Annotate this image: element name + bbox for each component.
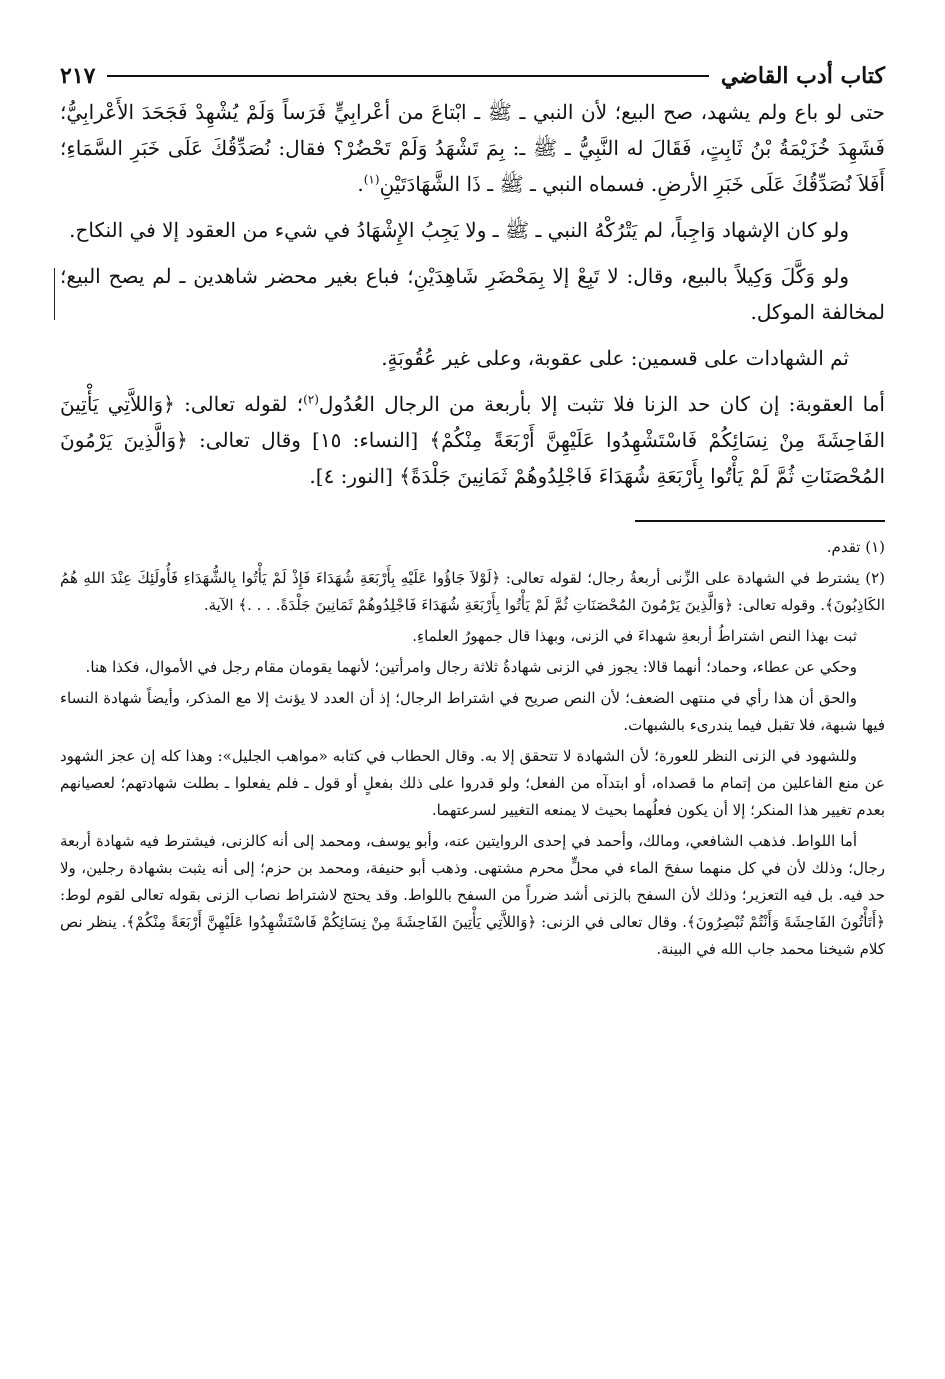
paragraph: أما العقوبة: إن كان حد الزنا فلا تثبت إلا بأربعة من الرجال العُدُول$^{(٢)}$؛ لقوله تعالى: ﴿وَاللاَّتِي يَأْتِينَ الفَاحِشَةَ مِنْ نِسَائِكُمْ فَاسْتَشْهِدُوا عَلَيْهِنَّ أَرْبَعَةً مِنْكُمْ﴾ [النساء: ١٥] وقال تعالى: ﴿وَالَّذِينَ يَرْمُونَ المُحْصَنَاتِ ثُمَّ لَمْ يَأْتُوا بِأَرْبَعَةِ شُهَدَاءَ فَاجْلِدُوهُمْ ثَمَانِينَ جَلْدَةً﴾ [النور: ٤].: [60, 392, 885, 488]
page-number: ٢١٧: [60, 63, 96, 89]
book-title: كتاب أدب القاضي: [720, 63, 885, 89]
paragraph: ولو كان الإشهاد وَاجِباً، لم يَتْرُكْهُ النبي ـ ﷺ ـ ولا يَجِبُ الإِشْهَادُ في شيء من العقود إلا في النكاح.: [69, 218, 849, 242]
paragraph: حتى لو باع ولم يشهد، صح البيع؛ لأن النبي ـ ﷺ ـ ابْتاعَ من أعْرابِيٍّ فَرَساً وَلَمْ يُشْهِدْ فَجَحَدَ الأَعْرابِيُّ؛ فَشَهِدَ خُزَيْمَةُ بْنُ ثَابِتٍ، فَقَالَ له النَّبِيُّ ـ ﷺ ـ: بِمَ تَشْهَدُ وَلَمْ تَحْضُرْ؟ فقال: نُصَدِّقُكَ عَلَى خَبَرِ السَّمَاءِ؛ أَفَلاَ نُصَدِّقُكَ عَلَى خَبَرِ الأرضِ. فسماه النبي ـ ﷺ ـ ذَا الشَّهَادَتَيْنِ$^{(١)}$.: [60, 100, 885, 196]
footnote: (٢) يشترط في الشهادة على الزِّنى أربعةُ رجال؛ لقوله تعالى: ﴿لَوْلاَ جَاؤُوا عَلَيْهِ بِأَرْبَعَةِ شُهَدَاءَ فَإِذْ لَمْ يَأْتُوا بِالشُّهَدَاءِ فَأُولَئِكَ عِنْدَ اللهِ هُمُ الكَاذِبُونَ﴾. وقوله تعالى: ﴿وَالَّذِينَ يَرْمُونَ المُحْصَنَاتِ ثُمَّ لَمْ يَأْتُوا بِأَرْبَعَةِ شُهَدَاءَ فَاجْلِدُوهُمْ ثَمَانِينَ جَلْدَةً. . . .﴾ الآية.: [60, 569, 885, 614]
footnote-separator: [635, 520, 885, 522]
footnote: (١) تقدم.: [826, 538, 885, 556]
footnote: وحكي عن عطاء، وحماد؛ أنهما قالا: يجوز في الزنى شهادةُ ثلاثة رجال وامرأتين؛ لأنهما يقومان مقام رجل في الأموال، فكذا هنا.: [85, 658, 857, 676]
running-header: [60, 58, 885, 94]
footnote-ref: (٢): [303, 392, 319, 407]
main-text: [60, 94, 885, 494]
paragraph: ولو وَكَّلَ وَكِيلاً بالبيع، وقال: لا تَبِعْ إلا بِمَحْضَرِ شَاهِدَيْنِ؛ فباع بغير محضر شاهدين ـ لم يصح البيع؛ لمخالفة الموكل.: [60, 264, 885, 324]
footnote: وللشهود في الزنى النظر للعورة؛ لأن الشهادة لا تتحقق إلا به. وقال الحطاب في كتابه «مواهب الجليل»: وهذا كله إن عجز الشهود عن منع الفاعلين من إتمام ما قصداه، أو ابتدآه من الفعل؛ ولو قدروا على ذلك بفعلٍ أو قول ـ فلم يفعلوا ـ بطلت شهادتهم؛ لعصيانهم بعدم تغيير هذا المنكر؛ إلا أن يكون فعلُهما بحيث لا يمنعه التغيير لسرعتهما.: [60, 747, 885, 819]
paragraph: ثم الشهادات على قسمين: على عقوبة، وعلى غير عُقُوبَةٍ.: [381, 346, 849, 370]
page: [60, 58, 885, 967]
footnote: أما اللواط. فذهب الشافعي، ومالك، وأحمد في إحدى الروايتين عنه، وأبو يوسف، ومحمد إلى أنه كالزنى، فيشترط فيه شهادة أربعة رجال؛ وذلك لأن في كل منهما سفحَ الماء في محلٍّ محرم مشتهى. وذهب أبو حنيفة، ومحمد بن حزم؛ إلى أنه يثبت بشهادة رجلين، ولا حد فيه. بل فيه التعزير؛ وذلك لأن السفح بالزنى أشد ضرراً من السفح باللواط. وقد يحتج لاشتراط نصاب الزنى بقوله تعالى لقوم لوط: ﴿أَتَأْتُونَ الفَاحِشَةَ وَأَنْتُمْ تُبْصِرُونَ﴾. وقال تعالى في الزنى: ﴿وَاللاَّتِي يَأْتِينَ الفَاحِشَةَ مِنْ نِسَائِكُمْ فَاسْتَشْهِدُوا عَلَيْهِنَّ أَرْبَعَةً مِنْكُمْ﴾. ينظر نص كلام شيخنا محمد جاب الله في البينة.: [60, 832, 885, 958]
footnote: ثبت بهذا النص اشتراطُ أربعةِ شهداءَ في الزنى، وبهذا قال جمهورُ العلماءِ.: [412, 627, 857, 645]
footnote: والحق أن هذا رأي في منتهى الضعف؛ لأن النص صريح في اشتراط الرجال؛ إذ أن العدد لا يؤنث إلا مع المذكر، وأيضاً شهادة النساء فيها شبهة، فلا تقبل فيما يندرىء بالشبهات.: [60, 689, 885, 734]
footnote-ref: (١): [363, 172, 380, 187]
margin-mark: [54, 268, 55, 320]
header-rule: [107, 75, 708, 77]
footnotes: [60, 534, 885, 963]
